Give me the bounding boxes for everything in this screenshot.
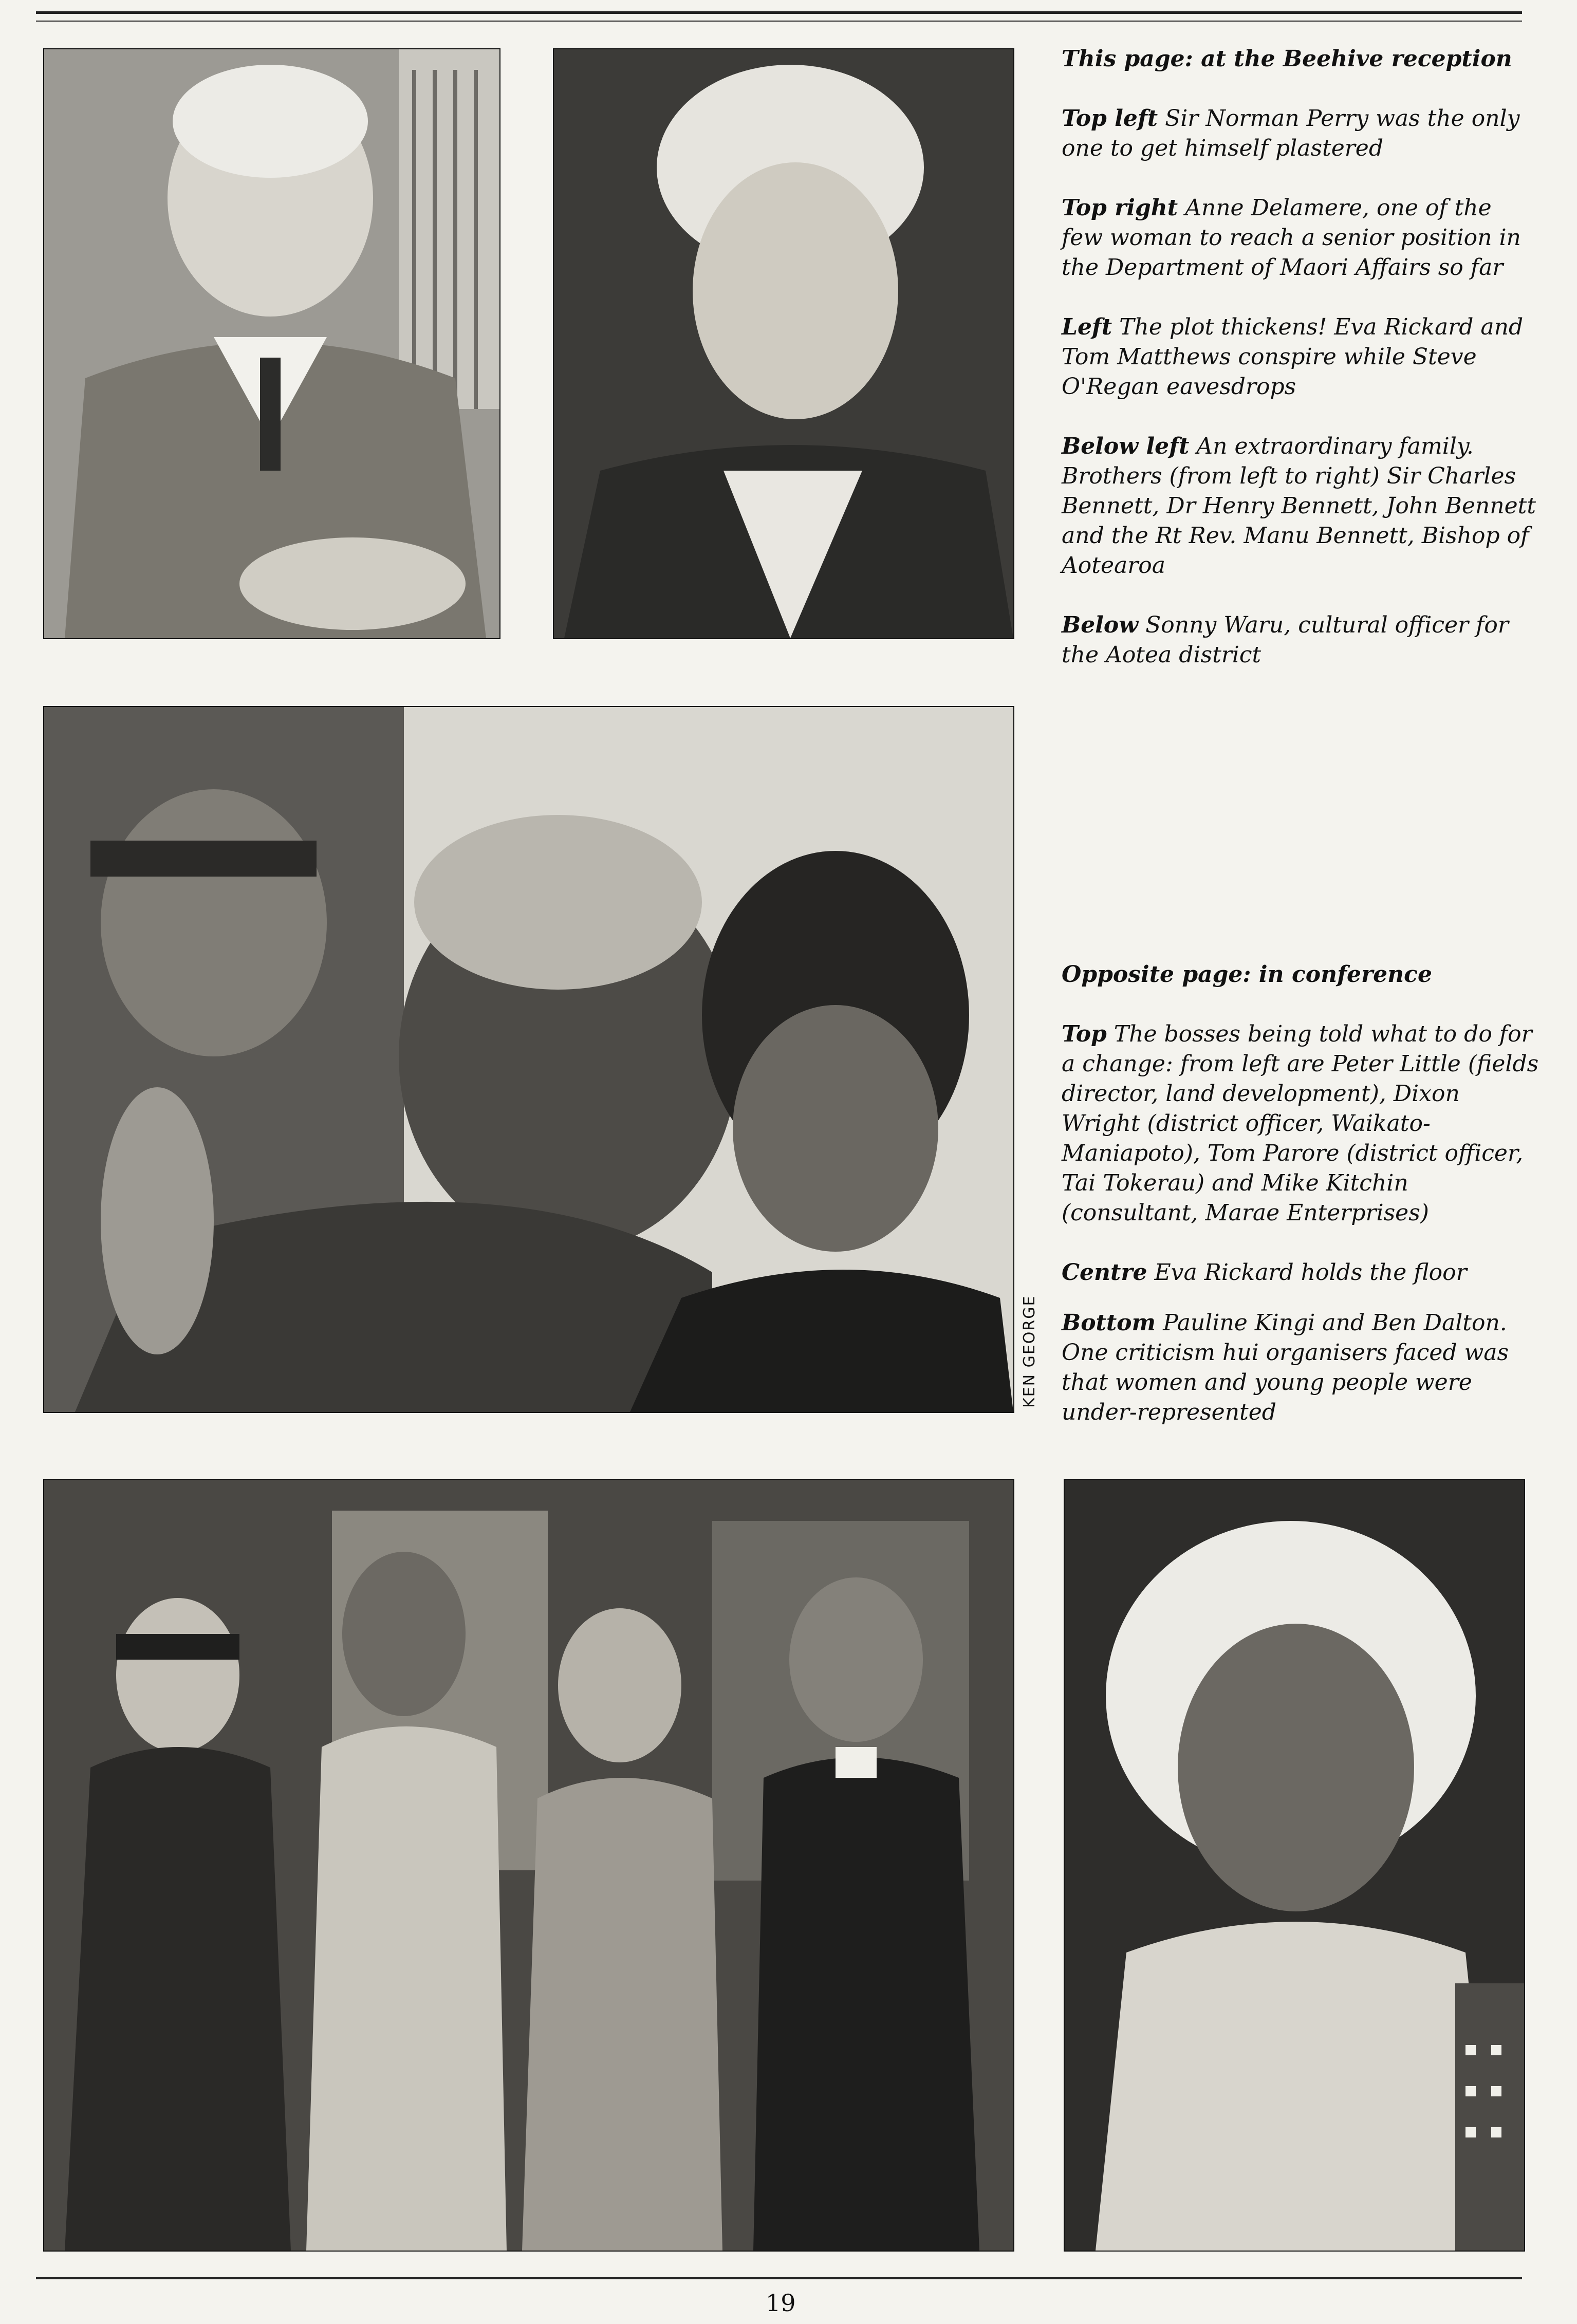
portrait-woman <box>554 49 1013 638</box>
caption-below: Below Sonny Waru, cultural officer for the Aotea district <box>1062 612 1509 668</box>
caption-bottom: Bottom Pauline Kingi and Ben Dalton. One criticism hui organisers faced was that women and young people were under-represented <box>1062 1310 1509 1425</box>
photo-credit: KEN GEORGE <box>1021 1295 1038 1408</box>
page-number: 19 <box>766 2289 796 2317</box>
photo-centre <box>43 706 1014 1413</box>
top-rule <box>36 11 1522 14</box>
caption-left: Left The plot thickens! Eva Rickard and Tom Matthews conspire while Steve O'Regan eavesdrops <box>1062 314 1524 400</box>
photo-top-left <box>43 48 500 639</box>
bottom-rule <box>36 2277 1522 2279</box>
photo-top-right <box>553 48 1014 639</box>
four-brothers-group <box>44 1480 1013 2251</box>
caption-heading-opposite-page: Opposite page: in conference <box>1062 961 1432 988</box>
caption-block-this-page <box>1062 44 1539 700</box>
caption-centre: Centre Eva Rickard holds the floor <box>1062 1259 1467 1286</box>
caption-block-opposite-page <box>1062 960 1539 1457</box>
caption-top: Top The bosses being told what to do for a change: from left are Peter Little (fields director, land development), Dixon Wright (district officer, Waikato-Maniapoto), Tom Parore (district officer, Tai Tokerau) and Mike Kitchin (consultant, Marae Enterprises) <box>1062 1021 1539 1226</box>
photo-bottom-right <box>1064 1479 1525 2252</box>
caption-top-left: Top left Sir Norman Perry was the only one to get himself plastered <box>1062 105 1520 161</box>
caption-below-left: Below left An extraordinary family. Brothers (from left to right) Sir Charles Bennett, Dr Henry Bennett, John Bennett and the Rt Rev. Manu Bennett, Bishop of Aotearoa <box>1062 433 1536 579</box>
top-rule-thin <box>36 21 1522 22</box>
caption-heading-this-page: This page: at the Beehive reception <box>1062 46 1512 72</box>
three-people-conspiring <box>44 707 1013 1412</box>
photo-bottom-left <box>43 1479 1014 2252</box>
caption-top-right: Top right Anne Delamere, one of the few woman to reach a senior position in the Department of Maori Affairs so far <box>1062 195 1521 281</box>
portrait-man-smiling <box>44 49 499 638</box>
portrait-man-white-hair <box>1065 1480 1524 2251</box>
